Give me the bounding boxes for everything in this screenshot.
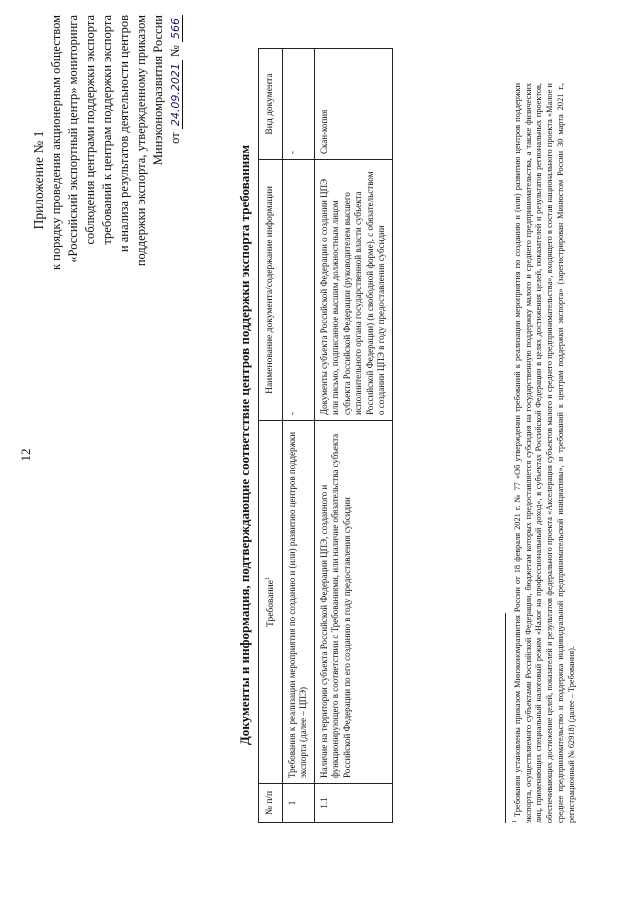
- row-kind: Скан-копия: [314, 49, 392, 160]
- order-date: 24.09.2021: [169, 60, 183, 129]
- table-row: [314, 49, 392, 823]
- appendix-line: и анализа результатов деятельности центров: [117, 15, 131, 253]
- appendix-line: Минэкономразвития России: [151, 15, 165, 166]
- footnote-marker: 1: [512, 820, 518, 823]
- footnote-text: Требования установлены приказом Минэкономразвития России от 18 февраля 2021 г. № 77 «Об утверждении требований к реализации мероприятия по созданию и (или) развитию центров поддержки экспорта, осуществляемого субъектами Российской Федерации, бюджетам которых предоставляется субсидия на государственную поддержку малого и среднего предпринимательства, а также физических лиц, применяющих специальный налоговый режим «Налог на профессиональный доход», в субъектах Российской Федерации в целях достижения целей, показателей и результатов региональных проектов, обеспечивающих достижение целей, показателей и результатов федерального проекта «Акселерация субъектов малого и среднего предпринимательства», входящего в состав национального проекта «Малое и среднее предпринимательство и поддержка индивидуальной предпринимательской инициативы», и требований к центрам поддержки экспорта» (зарегистрирован Минюстом России 30 марта 2021 г., регистрационный № 62918) (далее – Требования).: [512, 82, 576, 823]
- header-number: № п/п: [259, 784, 283, 823]
- document-title: Документы и информация, подтверждающие соответствие центров поддержки экспорта требованиям: [237, 144, 252, 746]
- header-requirement-label: Требование: [266, 580, 277, 627]
- table-header-row: [259, 49, 283, 823]
- appendix-header: [30, 15, 184, 345]
- appendix-line: соблюдения центрами поддержки экспорта: [83, 15, 97, 245]
- table-row: [282, 49, 314, 823]
- appendix-line: требований к центрам поддержки экспорта: [100, 15, 114, 245]
- row-number: 1.1: [314, 784, 392, 823]
- row-document: Документы субъекта Российской Федерации о создании ЦПЭ или письмо, подписанное высшим должностным лицом субъекта Российской Федерации (руководителем высшего исполнительного органа государственной власти субъекта Российской Федерации) (в свободной форме), с обязательством о создании ЦПЭ в году предоставления субсидии: [314, 160, 392, 421]
- row-document: -: [282, 160, 314, 421]
- row-kind: -: [282, 49, 314, 160]
- row-number: 1: [282, 784, 314, 823]
- page-number: 12: [18, 448, 33, 462]
- appendix-line: поддержки экспорта, утвержденному приказом: [134, 15, 148, 267]
- header-document: Наименование документа/содержание информации: [259, 160, 283, 421]
- row-requirement: Требования к реализации мероприятия по созданию и (или) развитию центров поддержки экспорта (далее – ЦПЭ): [282, 421, 314, 784]
- appendix-line: «Российский экспортный центр» мониторинга: [66, 15, 80, 263]
- footnote-divider: [505, 613, 506, 823]
- footnote-ref: 1: [265, 577, 271, 581]
- order-line: [167, 15, 184, 345]
- appendix-title: Приложение № 1: [31, 130, 46, 230]
- row-requirement: Наличие на территории субъекта Российской Федерации ЦПЭ, созданного и функционирующего в соответствии с Требованиями, или наличие обязательства субъекта Российской Федерации по его созданию в году предоставления субсидии: [314, 421, 392, 784]
- order-number-prefix: №: [168, 45, 182, 58]
- order-prefix: от: [168, 132, 182, 144]
- order-number: 566: [169, 15, 183, 42]
- header-requirement: [259, 421, 283, 784]
- requirements-table: [258, 48, 393, 823]
- appendix-line: к порядку проведения акционерным обществом: [49, 15, 63, 271]
- footnote: [510, 83, 578, 823]
- header-kind: Вид документа: [259, 49, 283, 160]
